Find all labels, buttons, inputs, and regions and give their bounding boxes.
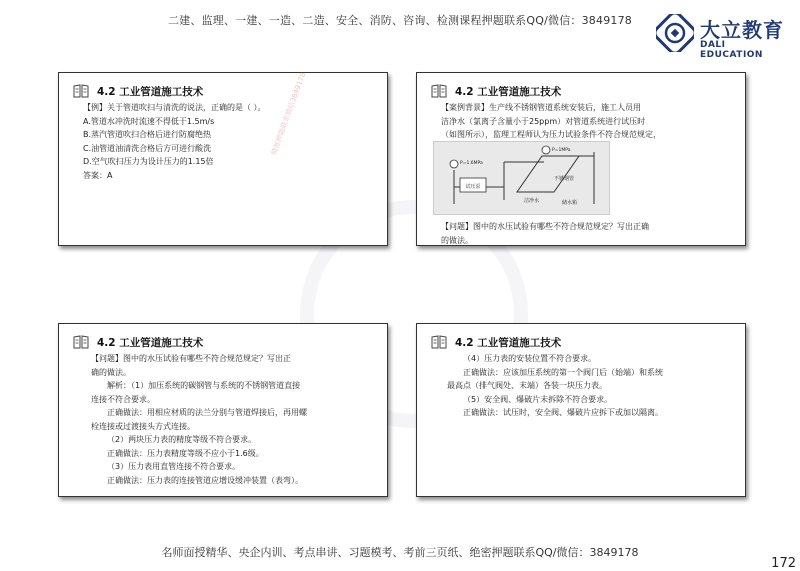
slide-2	[416, 72, 746, 246]
page-number: 172	[771, 556, 796, 571]
case-line: （如图所示），监理工程师认为压力试验条件不符合规范规定，	[441, 130, 661, 139]
analysis-line: （4）压力表的安装位置不符合要求。	[463, 354, 597, 363]
logo-chinese-name: 大立教育	[700, 18, 784, 42]
question-line: 确的做法。	[91, 367, 131, 377]
analysis-line: 正确做法：应该加压系统的第一个阀门后（始端）和系统	[463, 367, 663, 377]
watermark-stamp: 精准押题联系微信3849178	[269, 71, 308, 157]
tank-label: 储水箱	[562, 200, 578, 206]
dali-logo	[656, 14, 786, 58]
analysis-line: 最高点（排气阀处、末端）各装一块压力表。	[447, 381, 607, 390]
slide-3	[58, 323, 388, 497]
footer-contact-line: 名师面授精华、央企内训、考点串讲、习题模考、考前三页纸、绝密押题联系QQ/微信：3849178	[161, 546, 639, 559]
analysis-line: 正确做法：压力表的连接管道应增设缓冲装置（表弯）。	[107, 475, 303, 485]
slide-title: 4.2 工业管道施工技术	[97, 85, 204, 98]
pressure-test-diagram	[433, 141, 610, 215]
gauge-label: P=1.6MPa	[460, 161, 483, 166]
option-a: A.管道水冲洗时流速不得低于1.5m/s	[83, 116, 215, 126]
book-icon	[73, 335, 89, 349]
slide-title: 4.2 工业管道施工技术	[455, 85, 562, 98]
slide-4	[416, 323, 746, 497]
analysis-line: 解析：（1）加压系统的碳钢管与系统的不锈钢管道直接	[107, 381, 301, 390]
slide-body	[83, 101, 373, 182]
option-c: C.油管道油清洗合格后方可进行酸洗	[83, 143, 212, 153]
analysis-line: 连接不符合要求。	[91, 394, 155, 404]
book-icon	[431, 84, 447, 98]
logo-emblem-icon	[656, 14, 694, 52]
analysis-line: （5）安全阀、爆破片未拆除不符合要求。	[463, 394, 613, 404]
slide-title: 4.2 工业管道施工技术	[455, 336, 562, 349]
gauge-label: P=1MPa	[552, 148, 571, 153]
analysis-line: 正确做法：试压时，安全阀、爆破片应拆下或加以隔离。	[463, 408, 663, 417]
pipe-label: 不锈钢管	[554, 176, 575, 182]
analysis-line: （2）两块压力表的精度等级不符合要求。	[107, 435, 257, 444]
pressure-gauge-icon	[542, 146, 550, 154]
question-line: 的做法。	[441, 235, 473, 245]
analysis-line: （3）压力表用直管连接不符合要求。	[107, 462, 241, 471]
analysis-line: 正确做法：用相应材质的法兰分别与管道焊接后，再用螺	[107, 408, 307, 417]
slide-body	[91, 352, 373, 487]
question-stem: 【例】关于管道吹扫与清洗的说法，正确的是（ ）。	[83, 103, 266, 112]
water-label: 洁净水	[524, 198, 540, 204]
logo-english-name: DALI EDUCATION	[700, 40, 763, 60]
slide-body	[447, 352, 731, 420]
header-contact-line: 二建、监理、一建、一造、二造、安全、消防、咨询、检测课程押题联系QQ/微信：3849178	[167, 14, 632, 27]
case-line: 【案例背景】生产线不锈钢管道系统安装后，施工人员用	[441, 103, 641, 112]
slide-1	[58, 72, 388, 246]
option-d: D.空气吹扫压力为设计压力的1.15倍	[83, 157, 214, 166]
question-block	[441, 220, 731, 247]
answer: 答案：A	[83, 170, 113, 180]
case-line: 洁净水（氯离子含量小于25ppm）对管道系统进行试压时	[441, 116, 646, 126]
question-line: 【问题】图中的水压试验有哪些不符合规范规定？写出正	[91, 354, 291, 363]
book-icon	[431, 335, 447, 349]
option-b: B.蒸汽管道吹扫合格后进行防腐绝热	[83, 130, 212, 139]
analysis-line: 正确做法：压力表精度等级不应小于1.6级。	[107, 448, 264, 458]
pressure-gauge-icon	[450, 160, 458, 168]
book-icon	[73, 84, 89, 98]
pump-label: 试压泵	[465, 184, 481, 190]
question-line: 【问题】图中的水压试验有哪些不符合规范规定？写出正确	[441, 222, 649, 231]
analysis-line: 栓连接或过渡接头方式连接。	[91, 421, 195, 431]
slide-title: 4.2 工业管道施工技术	[97, 336, 204, 349]
